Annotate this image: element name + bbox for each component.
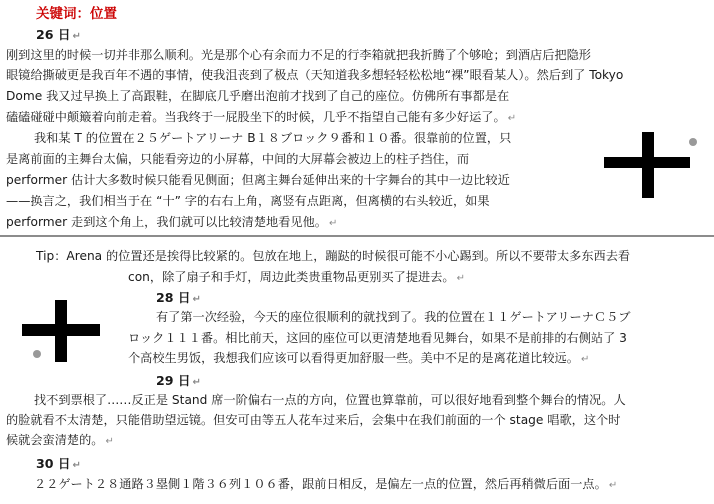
- para-26-1-line4: 磕磕碰碰中颠簸着向前走着。当我终于一屁股坐下的时候，几乎不指望自己能有多少好运了。 ↵: [6, 110, 517, 124]
- date-30: 30 日 ↵: [36, 456, 81, 471]
- paragraph-mark-icon: ↵: [328, 218, 338, 229]
- para-29-line1: 找不到票根了……反正是 Stand 席一阶偏右一点的方向，位置也算靠前，可以很好地看到整个舞台的情况。人: [34, 393, 626, 407]
- paragraph-mark-icon: ↵: [507, 113, 517, 124]
- paragraph-mark-icon: ↵: [456, 273, 465, 284]
- doc-title: 关键词：位置: [36, 6, 117, 22]
- para-30-line1: ２２ゲート２８通路３塁側１階３６列１０６番，跟前日相反，是偏左一点的位置，然后再稍微后面一点。 ↵: [34, 477, 618, 491]
- seat-position-diagram-26: [586, 108, 706, 218]
- date-29: 29 日 ↵: [156, 373, 201, 388]
- para-29-line3: 候就会蛮清楚的。 ↵: [6, 433, 114, 447]
- paragraph-mark-icon: ↵: [192, 294, 201, 305]
- para-26-2-line2: 是离前面的主舞台太偏，只能看旁边的小屏幕，中间的大屏幕会被边上的柱子挡住，而: [6, 152, 470, 166]
- tip-line1: Tip：Arena 的位置还是挨得比较紧的。包放在地上，蹦跶的时候很可能不小心踢到。所以不要带太多东西去看: [36, 249, 631, 263]
- para-28-line2: ロック１１１番。相比前天，这回的座位可以更清楚地看见舞台，如果不是前排的右侧站了 3: [128, 331, 627, 345]
- para-26-2-line3: performer 估计大多数时候只能看见侧面；但离主舞台延伸出来的十字舞台的其中一边比较近: [6, 173, 510, 187]
- section-divider: [0, 235, 714, 237]
- seat-dot-icon: [33, 350, 41, 358]
- para-26-2-line1: 我和某 T 的位置在２５ゲートアリーナ B１８ブロック９番和１０番。很靠前的位置，只: [34, 131, 512, 145]
- tip-line2: con，除了扇子和手灯，周边此类贵重物品更别买了提进去。 ↵: [128, 270, 465, 284]
- para-26-1-line2: 眼镜给撕破更是我百年不遇的事情，使我沮丧到了极点（天知道我多想轻轻松松地“裸”眼看某人）。然后到了 Tokyo: [6, 68, 624, 82]
- paragraph-mark-icon: ↵: [192, 377, 201, 388]
- date-28: 28 日 ↵: [156, 290, 201, 305]
- paragraph-mark-icon: ↵: [580, 354, 590, 365]
- paragraph-mark-icon: ↵: [608, 480, 618, 491]
- para-26-1-line1: 刚到这里的时候一切并非那么顺利。光是那个心有余而力不足的行李箱就把我折腾了个够呛；到酒店后把隐形: [6, 48, 591, 62]
- para-26-1-line3: Dome 我又过早换上了高跟鞋，在脚底几乎磨出泡前才找到了自己的座位。仿佛所有事都是在: [6, 89, 510, 103]
- para-26-2-line5: performer 走到这个角上，我们就可以比较清楚地看见他。 ↵: [6, 215, 338, 229]
- paragraph-mark-icon: ↵: [72, 31, 81, 42]
- cross-stage-icon: [586, 108, 706, 218]
- para-29-line2: 的脸就看不太清楚，只能借助望远镜。但安可由等五人花车过来后，会集中在我们前面的一个 stage 唱歌，这个时: [6, 413, 621, 427]
- date-26: [36, 25, 81, 47]
- paragraph-mark-icon: ↵: [72, 460, 81, 471]
- date-26-label: 26 日: [36, 27, 71, 42]
- cross-stage-icon: [6, 282, 118, 376]
- para-28-line1: 有了第一次经验，今天的座位很顺利的就找到了。我的位置在１１ゲートアリーナＣ５ブ: [156, 310, 631, 324]
- seat-position-diagram-28: [6, 282, 118, 376]
- para-28-line3: 个高校生男饭，我想我们应该可以看得更加舒服一些。美中不足的是离花道比较远。 ↵: [128, 351, 590, 365]
- para-26-2-line4: ——换言之，我们相当于在 “十” 字的右右上角，离竖有点距离，但离横的右头较近，如果: [6, 194, 490, 208]
- paragraph-mark-icon: ↵: [105, 436, 114, 447]
- seat-dot-icon: [689, 138, 697, 146]
